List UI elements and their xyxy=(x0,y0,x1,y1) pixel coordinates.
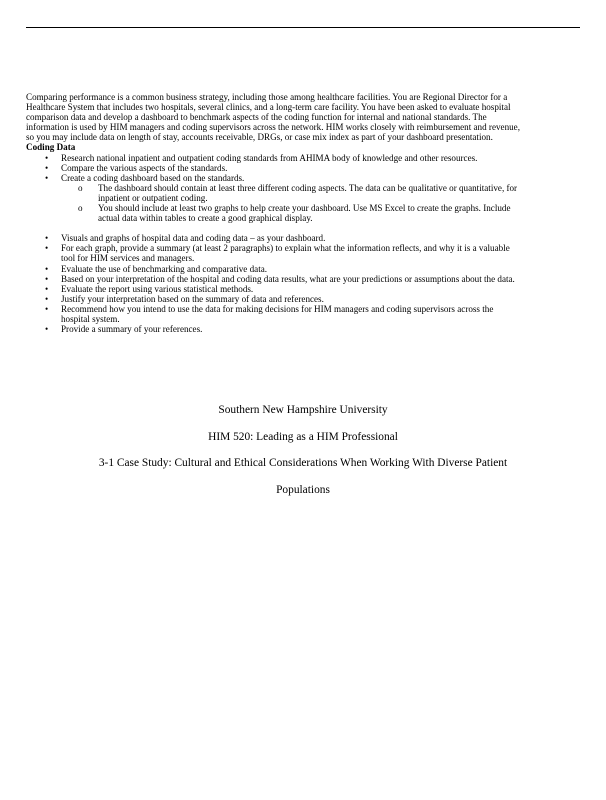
university-name: Southern New Hampshire University xyxy=(218,404,388,416)
course-title: HIM 520: Leading as a HIM Professional xyxy=(208,430,398,443)
intro-paragraph: Comparing performance is a common business strategy, including those among healthcare facilities. You are Regional Director for a Healthcare System that includes two hospitals, several clinics, and a long-term care facility. You have been asked to evaluate hospital comparison data and develop a dashboard to benchmark aspects of the coding function for internal and national standards. The information is used by HIM managers and coding supervisors across the network. HIM works closely with reimbursement and revenue, so you may include data on length of stay, accounts receivable, DRGs, or case mix index as part of your dashboard presentation. xyxy=(26,92,520,143)
top-divider xyxy=(26,27,580,28)
list-item xyxy=(26,173,524,223)
list-item: • Based on your interpretation of the hospital and coding data results, what are your predictions or assumptions about the data. xyxy=(26,274,524,284)
assignment-instructions xyxy=(26,92,524,334)
list-item: • Provide a summary of your references. xyxy=(26,324,524,334)
list-item-text: Create a coding dashboard based on the standards. xyxy=(61,172,245,183)
list-item: • Justify your interpretation based on the summary of data and references. xyxy=(26,294,524,304)
assignment-title-line-1: 3-1 Case Study: Cultural and Ethical Considerations When Working With Diverse Patient xyxy=(98,457,508,469)
list-item: • For each graph, provide a summary (at least 2 paragraphs) to explain what the information reflects, and why it is a valuable tool for HIM services and managers. xyxy=(26,243,524,263)
list-item: • Recommend how you intend to use the data for making decisions for HIM managers and coding supervisors across the hospital system. xyxy=(26,304,524,324)
bullet-list-primary xyxy=(26,153,524,224)
sub-list-item: o You should include at least two graphs to help create your dashboard. Use MS Excel to create the graphs. Include actual data within tables to create a good graphical display. xyxy=(61,203,524,223)
list-item: • Visuals and graphs of hospital data and coding data – as your dashboard. xyxy=(26,233,524,243)
bullet-list-secondary xyxy=(26,233,524,334)
coding-data-heading: Coding Data xyxy=(26,142,76,153)
assignment-title-line-2: Populations xyxy=(276,483,330,496)
sub-bullet-list xyxy=(61,183,524,223)
list-item: • Research national inpatient and outpatient coding standards from AHIMA body of knowledge and other resources. xyxy=(26,153,524,163)
sub-list-item: o The dashboard should contain at least three different coding aspects. The data can be qualitative or quantitative, for inpatient or outpatient coding. xyxy=(61,183,524,203)
list-item: • Evaluate the use of benchmarking and comparative data. xyxy=(26,264,524,274)
title-page-block xyxy=(0,404,606,510)
list-item: • Compare the various aspects of the standards. xyxy=(26,163,524,173)
list-item: • Evaluate the report using various statistical methods. xyxy=(26,284,524,294)
